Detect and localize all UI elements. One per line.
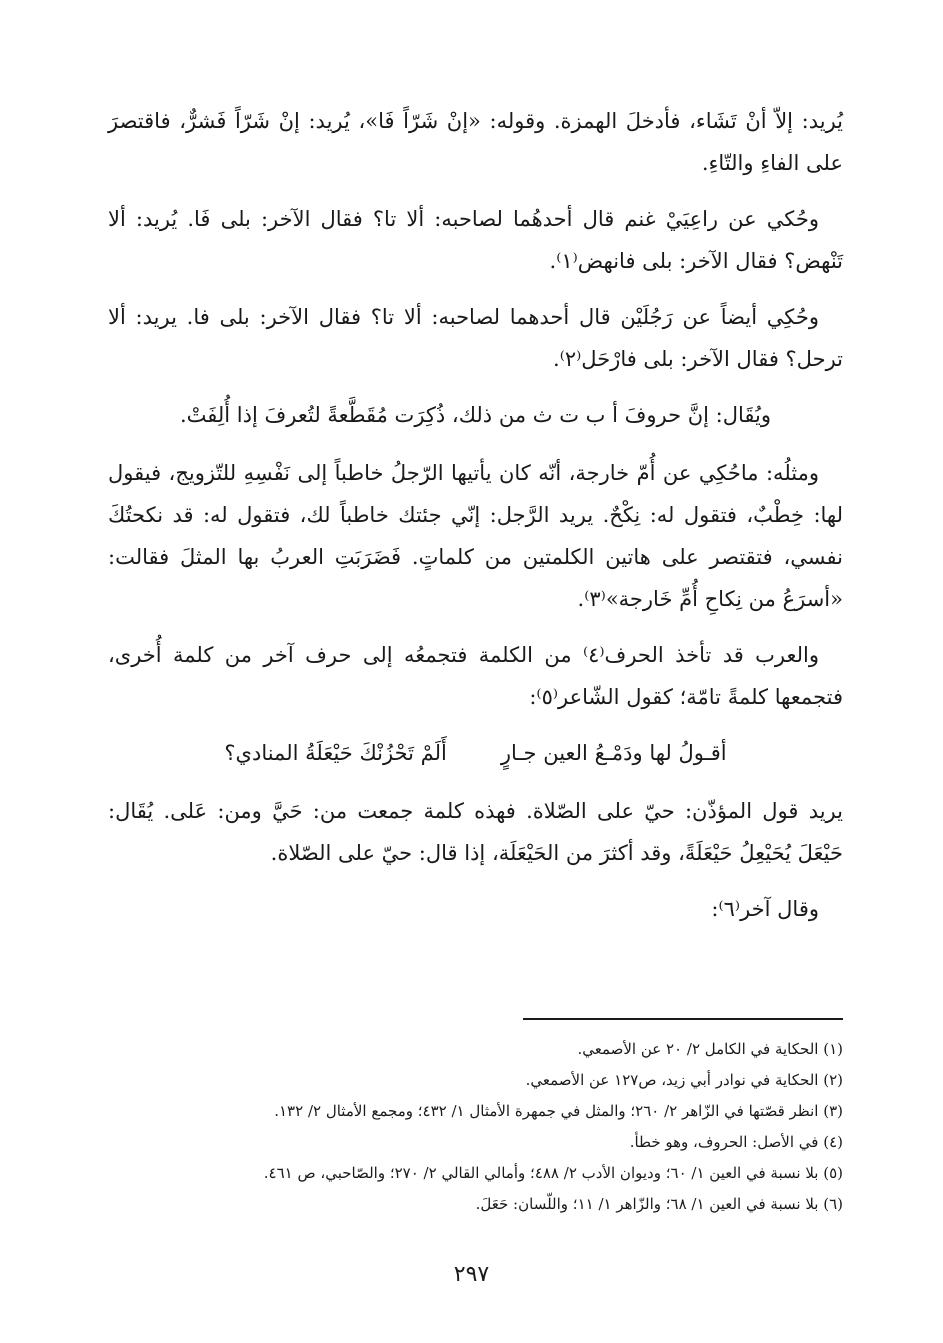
poem-verse	[108, 732, 843, 774]
footnote-5: (٥) بلا نسبة في العين ١/ ٦٠؛ وديوان الأدب ٢/ ٤٨٨؛ وأمالي القالي ٢/ ٢٧٠؛ والصّاحبي، ص ٤٦١.	[263, 1164, 843, 1182]
paragraph-1: يُريد: إلاّ أنْ تَشَاء، فأدخلَ الهمزة. وقوله: «إنْ شَرّاً فَا»، يُريد: إنْ شَرّاً فَشرٌّ، فاقتصرَ على الفاءِ والتّاءِ.	[108, 109, 843, 175]
footnote-4: (٤) في الأصل: الحروف، وهو خطأ.	[629, 1133, 843, 1151]
verse-first-hemistich: أقـولُ لها ودَمْـعُ العين جـارٍ	[500, 741, 727, 765]
footnote-2: (٢) الحكاية في نوادر أبي زيد، ص١٢٧ عن الأصمعي.	[525, 1071, 843, 1089]
paragraph-8: وقال آخر⁽٦⁾:	[711, 897, 819, 921]
paragraph-5: ومثلُه: ماحُكِي عن أُمّ خارجة، أنّه كان يأتيها الرّجلُ خاطباً إلى نَفْسِهِ للتّزويج، فيقول لها: خِطْبٌ، فتقول له: نِكْحٌ. يريد الرَّجل: إنّي جئتك خاطباً لك، فتقول له: قد نكحتُكَ نفسي، فتقتصر على هاتين الكلمتين من كلماتٍ. فَضَرَبَتِ العربُ بها المثلَ فقالت: «أسرَعُ من نِكاحِ أُمِّ خَارجة»⁽٣⁾.	[108, 461, 843, 611]
footnotes-list	[150, 1034, 843, 1220]
verse-second-hemistich: أَلَمْ تَحْزُنْكَ حَيْعَلَةُ المنادي؟	[224, 741, 447, 765]
footnote-3: (٣) انظر قصّتها في الزّاهر ٢/ ٢٦٠؛ والمثل في جمهرة الأمثال ١/ ٤٣٢؛ ومجمع الأمثال ٢/ ١٣٢.	[274, 1102, 843, 1120]
page-number: ٢٩٧	[453, 1262, 490, 1287]
footnote-separator	[523, 1018, 843, 1020]
footnote-6: (٦) بلا نسبة في العين ١/ ٦٨؛ والزّاهر ١/ ١١؛ واللّسان: حَعَلَ.	[475, 1195, 843, 1213]
paragraph-4: ويُقَال: إنَّ حروفَ أ ب ت ث من ذلك، ذُكِرَت مُقَطَّعةً لتُعرفَ إذا أُلِفَتْ.	[179, 403, 772, 427]
footnote-1: (١) الحكاية في الكامل ٢/ ٢٠ عن الأصمعي.	[577, 1040, 843, 1058]
paragraph-3: وحُكِي أيضاً عن رَجُلَيْن قال أحدهما لصاحبه: ألا تا؟ فقال الآخر: بلى فا. يريد: ألا ترحل؟ فقال الآخر: بلى فارْحَل⁽٢⁾.	[108, 305, 843, 371]
main-text	[108, 100, 843, 944]
paragraph-2: وحُكي عن راعِيَيْ غنم قال أحدهُما لصاحبه: ألا تا؟ فقال الآخر: بلى فَا. يُريد: ألا تَنْهض؟ فقال الآخر: بلى فانهض⁽١⁾.	[108, 207, 843, 273]
paragraph-7: يريد قول المؤذّن: حيّ على الصّلاة. فهذه كلمة جمعت من: حَيَّ ومن: عَلى. يُقَال: حَيْعَلَ يُحَيْعِلُ حَيْعَلَةً، وقد أكثرَ من الحَيْعَلَة، إذا قال: حيّ على الصّلاة.	[108, 799, 843, 865]
paragraph-6: والعرب قد تأخذ الحرف⁽٤⁾ من الكلمة فتجمعُه إلى حرف آخر من كلمة أُخرى، فتجمعها كلمةً تامّة؛ كقول الشّاعر⁽٥⁾:	[108, 643, 843, 709]
